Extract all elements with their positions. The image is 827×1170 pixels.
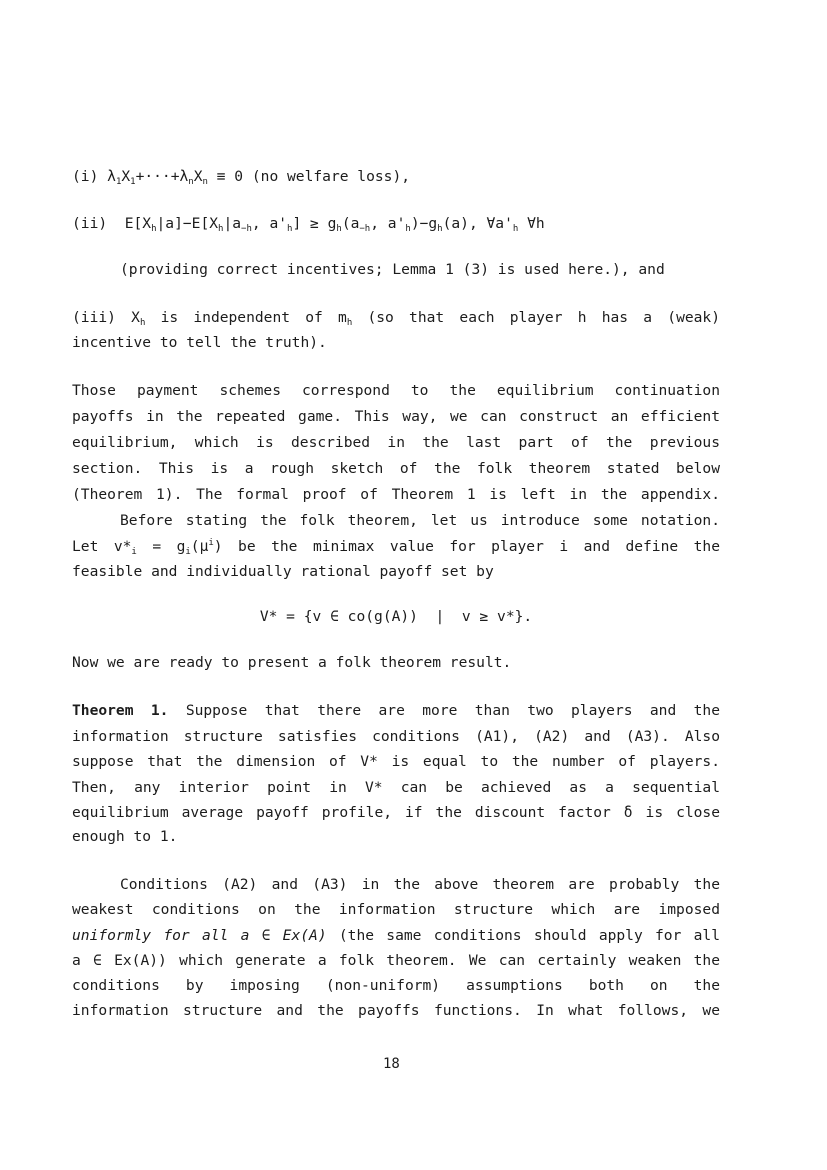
paragraph-line: Now we are ready to present a folk theorem result. <box>72 654 512 671</box>
theorem-line: Then, any interior point in V* can be achieved as a sequential <box>72 779 720 796</box>
page-number: 18 <box>383 1056 400 1072</box>
paragraph-line: Conditions (A2) and (A3) in the above theorem are probably the <box>120 876 720 893</box>
condition-iii-line2: incentive to tell the truth). <box>72 334 327 351</box>
paragraph-line: payoffs in the repeated game. This way, we can construct an efficient <box>72 408 720 425</box>
paragraph-line: a ∈ Ex(A)) which generate a folk theorem. We can certainly weaken the <box>72 952 720 969</box>
paragraph-line: Those payment schemes correspond to the equilibrium continuation <box>72 382 720 399</box>
paragraph-line: conditions by imposing (non-uniform) assumptions both on the <box>72 977 720 994</box>
paragraph-line: Before stating the folk theorem, let us introduce some notation. <box>120 512 720 529</box>
condition-i: (i) $\lambda_1X_1+\cdot\cdot\cdot+\lambda_nX_n \equiv 0$ (no welfare loss), <box>72 168 411 187</box>
theorem-line: Theorem 1. Suppose that there are more than two players and the <box>72 702 720 719</box>
theorem-label: Theorem 1. <box>72 702 169 719</box>
condition-iii: (iii) $X_h$ is independent of $m_h$ (so that each player h has a (weak) <box>72 309 720 328</box>
condition-ii: (ii) $E[X_h|a]-E[X_h|a_{-h}$, $a'_h] \ge g_h(a_{-h}$, $a'_h)-g_h(a)$, $\forall a'_h$ ∀h <box>72 215 545 234</box>
theorem-line: equilibrium average payoff profile, if the discount factor δ is close <box>72 804 720 821</box>
paragraph-line: information structure and the payoffs functions. In what follows, we <box>72 1002 720 1019</box>
paragraph-line: equilibrium, which is described in the last part of the previous <box>72 434 720 451</box>
theorem-line: information structure satisfies conditions (A1), (A2) and (A3). Also <box>72 728 720 745</box>
paragraph-line: weakest conditions on the information structure which are imposed <box>72 901 720 918</box>
theorem-line: enough to 1. <box>72 828 178 845</box>
equation-v-star: V* = {v ∈ co(g(A)) | v ≥ v*}. <box>259 608 533 625</box>
paragraph-line: section. This is a rough sketch of the folk theorem stated below <box>72 460 720 477</box>
condition-ii-note: (providing correct incentives; Lemma 1 (3) is used here.), and <box>120 261 665 278</box>
paragraph-line: feasible and individually rational payoff set by <box>72 563 494 580</box>
paragraph-line: (Theorem 1). The formal proof of Theorem 1 is left in the appendix. <box>72 486 720 503</box>
paragraph-line: Let $v*_i = g_i(\mu^i)$ be the minimax value for player i and define the <box>72 538 721 557</box>
paragraph-line: uniformly for all a ∈ Ex(A) (the same conditions should apply for all <box>72 927 720 944</box>
theorem-line: suppose that the dimension of V* is equal to the number of players. <box>72 753 720 770</box>
